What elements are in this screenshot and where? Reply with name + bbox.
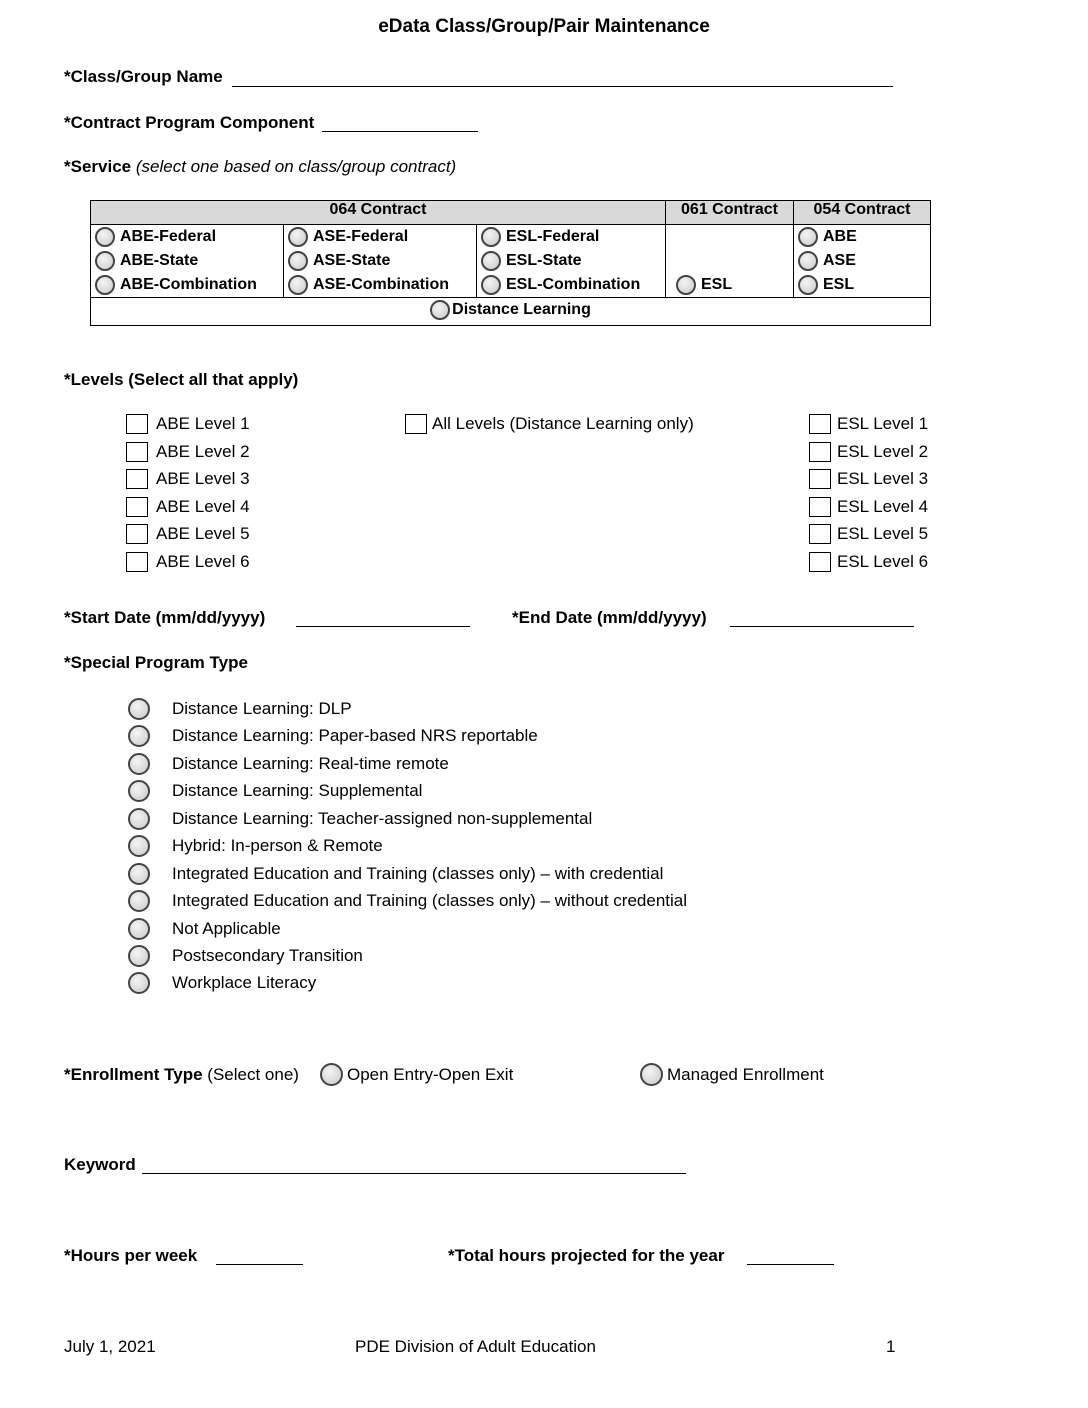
service-option-abe-federal[interactable]: [95, 225, 279, 249]
radio-icon[interactable]: [95, 227, 115, 247]
option-label: ABE-Combination: [120, 276, 257, 293]
esl-column: [477, 225, 666, 298]
program-label: Distance Learning: Teacher-assigned non-supplemental: [172, 809, 593, 828]
total-hours-field[interactable]: [747, 1264, 834, 1265]
contract-program-component-field[interactable]: [322, 131, 478, 132]
level-label: ESL Level 1: [837, 414, 929, 433]
enrollment-label: *Enrollment Type: [64, 1065, 203, 1084]
level-label: ESL Level 6: [837, 552, 929, 571]
program-option-iet-with-credential[interactable]: [128, 863, 663, 885]
option-label: ASE-State: [313, 252, 391, 269]
service-option-ase-combination[interactable]: [288, 273, 472, 297]
radio-icon[interactable]: [128, 890, 150, 912]
level-esl-4[interactable]: [809, 497, 928, 517]
level-label: ABE Level 5: [156, 524, 250, 543]
radio-icon[interactable]: [128, 835, 150, 857]
hours-per-week-label: *Hours per week: [64, 1246, 198, 1265]
program-option-hybrid[interactable]: [128, 835, 383, 857]
radio-icon[interactable]: [128, 945, 150, 967]
service-option-061-esl[interactable]: [670, 273, 789, 297]
distance-learning-cell: [91, 298, 931, 326]
service-option-distance-learning[interactable]: [430, 298, 591, 322]
level-abe-4[interactable]: [126, 497, 250, 517]
program-label: Postsecondary Transition: [172, 946, 363, 965]
checkbox-icon[interactable]: [126, 497, 148, 517]
radio-icon[interactable]: [128, 725, 150, 747]
level-label: ESL Level 3: [837, 469, 929, 488]
service-option-abe-state[interactable]: [95, 249, 279, 273]
checkbox-icon[interactable]: [405, 414, 427, 434]
option-label: Distance Learning: [452, 301, 591, 318]
radio-icon[interactable]: [95, 275, 115, 295]
program-option-supplemental[interactable]: [128, 780, 422, 802]
radio-icon[interactable]: [128, 698, 150, 720]
option-label: ABE-Federal: [120, 228, 217, 245]
level-label: ABE Level 6: [156, 552, 250, 571]
radio-icon[interactable]: [481, 227, 501, 247]
radio-icon[interactable]: [95, 251, 115, 271]
total-hours-label: *Total hours projected for the year: [448, 1246, 725, 1265]
program-label: Distance Learning: Supplemental: [172, 781, 423, 800]
end-date-label: *End Date (mm/dd/yyyy): [512, 608, 707, 627]
checkbox-icon[interactable]: [126, 552, 148, 572]
header-054-contract: 054 Contract: [794, 201, 931, 225]
class-group-name-field[interactable]: [232, 86, 893, 87]
service-option-ase-state[interactable]: [288, 249, 472, 273]
enrollment-option-label: Open Entry-Open Exit: [347, 1064, 514, 1084]
option-label: ABE-State: [120, 252, 199, 269]
radio-icon[interactable]: [640, 1063, 663, 1086]
radio-icon[interactable]: [288, 251, 308, 271]
checkbox-icon[interactable]: [126, 414, 148, 434]
footer-division: PDE Division of Adult Education: [355, 1337, 596, 1356]
radio-icon[interactable]: [288, 275, 308, 295]
level-label: ABE Level 4: [156, 497, 250, 516]
radio-icon[interactable]: [798, 251, 818, 271]
option-label: ASE-Federal: [313, 228, 409, 245]
level-abe-1[interactable]: [126, 414, 250, 434]
keyword-field[interactable]: [142, 1173, 686, 1174]
level-label: ESL Level 2: [837, 442, 929, 461]
service-option-ase-federal[interactable]: [288, 225, 472, 249]
service-option-esl-federal[interactable]: [481, 225, 661, 249]
enrollment-label-row: [64, 1065, 299, 1085]
footer-date: July 1, 2021: [64, 1337, 156, 1356]
program-label: Integrated Education and Training (classes only) – without credential: [172, 891, 688, 910]
end-date-field[interactable]: [730, 626, 914, 627]
radio-icon[interactable]: [481, 251, 501, 271]
class-group-name-label: *Class/Group Name: [64, 67, 223, 86]
service-option-esl-state[interactable]: [481, 249, 661, 273]
program-label: Integrated Education and Training (classes only) – with credential: [172, 864, 664, 883]
level-abe-3[interactable]: [126, 469, 250, 489]
program-label: Workplace Literacy: [172, 973, 317, 992]
level-esl-3[interactable]: [809, 469, 928, 489]
level-label: All Levels (Distance Learning only): [432, 414, 694, 433]
program-label: Not Applicable: [172, 919, 281, 938]
program-option-iet-without-credential[interactable]: [128, 890, 687, 912]
header-064-contract: 064 Contract: [91, 201, 666, 225]
option-label: ABE: [823, 228, 857, 245]
checkbox-icon[interactable]: [809, 497, 831, 517]
checkbox-icon[interactable]: [809, 552, 831, 572]
header-061-contract: 061 Contract: [666, 201, 794, 225]
program-label: Distance Learning: Paper-based NRS reportable: [172, 726, 538, 745]
ase-column: [284, 225, 477, 298]
option-label: ESL-State: [506, 252, 582, 269]
level-label: ESL Level 4: [837, 497, 929, 516]
option-label: ESL: [701, 276, 733, 293]
level-all-distance[interactable]: [405, 414, 694, 434]
program-option-not-applicable[interactable]: [128, 918, 281, 940]
service-option-abe-combination[interactable]: [95, 273, 279, 297]
radio-icon[interactable]: [798, 227, 818, 247]
level-label: ABE Level 2: [156, 442, 250, 461]
option-label: ESL: [823, 276, 855, 293]
radio-icon[interactable]: [128, 808, 150, 830]
level-esl-2[interactable]: [809, 442, 928, 462]
program-option-dlp[interactable]: [128, 698, 352, 720]
program-option-real-time[interactable]: [128, 753, 449, 775]
checkbox-icon[interactable]: [809, 524, 831, 544]
checkbox-icon[interactable]: [126, 469, 148, 489]
checkbox-icon[interactable]: [126, 524, 148, 544]
checkbox-icon[interactable]: [126, 442, 148, 462]
radio-icon[interactable]: [288, 227, 308, 247]
radio-icon[interactable]: [676, 275, 696, 295]
level-esl-6[interactable]: [809, 552, 928, 572]
service-option-esl-combination[interactable]: [481, 273, 661, 297]
level-abe-6[interactable]: [126, 552, 250, 572]
service-table: [90, 200, 931, 326]
radio-icon[interactable]: [798, 275, 818, 295]
radio-icon[interactable]: [128, 918, 150, 940]
service-option-054-esl[interactable]: [798, 273, 926, 297]
option-label: ESL-Combination: [506, 276, 641, 293]
enrollment-option-open[interactable]: [320, 1063, 513, 1086]
radio-icon[interactable]: [320, 1063, 343, 1086]
radio-icon[interactable]: [430, 300, 450, 320]
program-label: Distance Learning: Real-time remote: [172, 754, 449, 773]
contract-program-component-label: *Contract Program Component: [64, 113, 315, 132]
radio-icon[interactable]: [128, 780, 150, 802]
hours-per-week-field[interactable]: [216, 1264, 303, 1265]
level-abe-5[interactable]: [126, 524, 250, 544]
061-column: [666, 225, 794, 298]
program-option-teacher-assigned[interactable]: [128, 808, 592, 830]
level-abe-2[interactable]: [126, 442, 250, 462]
option-label: ESL-Federal: [506, 228, 600, 245]
special-program-label: *Special Program Type: [64, 653, 248, 672]
start-date-label: *Start Date (mm/dd/yyyy): [64, 608, 266, 627]
start-date-field[interactable]: [296, 626, 470, 627]
abe-column: [91, 225, 284, 298]
program-option-postsecondary[interactable]: [128, 945, 363, 967]
option-label: ASE-Combination: [313, 276, 449, 293]
service-hint: (select one based on class/group contract): [135, 157, 457, 176]
enrollment-option-managed[interactable]: [640, 1063, 824, 1086]
level-label: ESL Level 5: [837, 524, 929, 543]
level-esl-5[interactable]: [809, 524, 928, 544]
radio-icon[interactable]: [128, 753, 150, 775]
program-label: Distance Learning: DLP: [172, 699, 352, 718]
program-label: Hybrid: In-person & Remote: [172, 836, 383, 855]
level-label: ABE Level 1: [156, 414, 250, 433]
service-option-054-abe[interactable]: [798, 225, 926, 249]
keyword-label: Keyword: [64, 1155, 136, 1174]
enrollment-option-label: Managed Enrollment: [667, 1064, 824, 1084]
level-label: ABE Level 3: [156, 469, 250, 488]
program-option-paper-based[interactable]: [128, 725, 538, 747]
program-option-workplace-literacy[interactable]: [128, 972, 316, 994]
service-option-054-ase[interactable]: [798, 249, 926, 273]
radio-icon[interactable]: [128, 863, 150, 885]
054-column: [794, 225, 931, 298]
footer-page-number: 1: [886, 1337, 896, 1356]
service-label-row: [64, 157, 456, 177]
checkbox-icon[interactable]: [809, 442, 831, 462]
checkbox-icon[interactable]: [809, 469, 831, 489]
radio-icon[interactable]: [128, 972, 150, 994]
level-esl-1[interactable]: [809, 414, 928, 434]
enrollment-hint: (Select one): [207, 1065, 299, 1084]
checkbox-icon[interactable]: [809, 414, 831, 434]
levels-label: *Levels (Select all that apply): [64, 370, 299, 389]
option-label: ASE: [823, 252, 856, 269]
radio-icon[interactable]: [481, 275, 501, 295]
page-title: eData Class/Group/Pair Maintenance: [378, 16, 710, 37]
service-label: *Service: [64, 157, 132, 176]
